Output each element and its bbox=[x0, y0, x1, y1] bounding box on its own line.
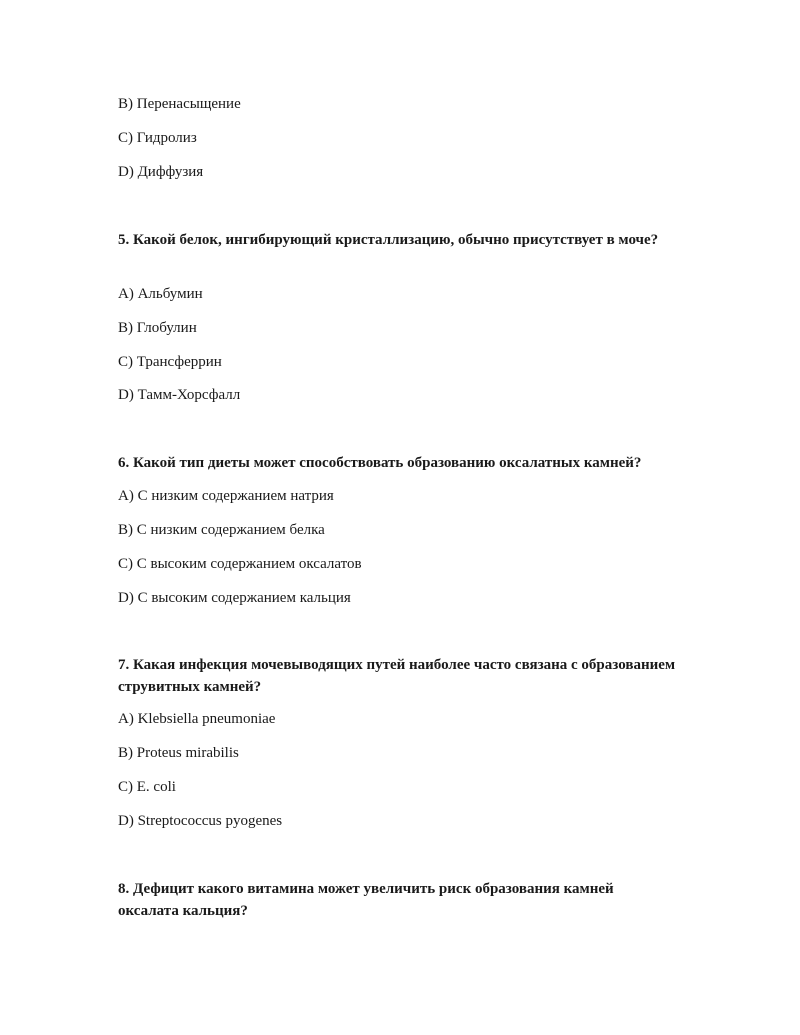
q6-option-d: D) С высоким содержанием кальция bbox=[118, 590, 351, 606]
q7-option-c: C) E. coli bbox=[118, 779, 176, 795]
prev-option-b: B) Перенасыщение bbox=[118, 96, 241, 112]
q6-option-c: C) С высоким содержанием оксалатов bbox=[118, 556, 362, 572]
q7-option-a: A) Klebsiella pneumoniae bbox=[118, 711, 276, 727]
q5-option-b: B) Глобулин bbox=[118, 320, 197, 336]
q5-option-d: D) Тамм-Хорсфалл bbox=[118, 387, 241, 403]
q7-option-d: D) Streptococcus pyogenes bbox=[118, 813, 283, 829]
question-7-text: 7. Какая инфекция мочевыводящих путей наиболее часто связана с образованием струвитных камней? bbox=[118, 657, 676, 695]
q7-option-b: B) Proteus mirabilis bbox=[118, 745, 239, 761]
q6-option-b: B) С низким содержанием белка bbox=[118, 522, 325, 538]
prev-option-c: C) Гидролиз bbox=[118, 130, 197, 146]
question-8-text: 8. Дефицит какого витамина может увеличить риск образования камней оксалата кальция? bbox=[118, 881, 614, 919]
question-6-text: 6. Какой тип диеты может способствовать образованию оксалатных камней? bbox=[118, 455, 642, 471]
q5-option-a: A) Альбумин bbox=[118, 286, 203, 302]
question-5-text: 5. Какой белок, ингибирующий кристаллизацию, обычно присутствует в моче? bbox=[118, 232, 659, 248]
q5-option-c: C) Трансферрин bbox=[118, 354, 222, 370]
q6-option-a: A) С низким содержанием натрия bbox=[118, 488, 334, 504]
prev-option-d: D) Диффузия bbox=[118, 164, 204, 180]
